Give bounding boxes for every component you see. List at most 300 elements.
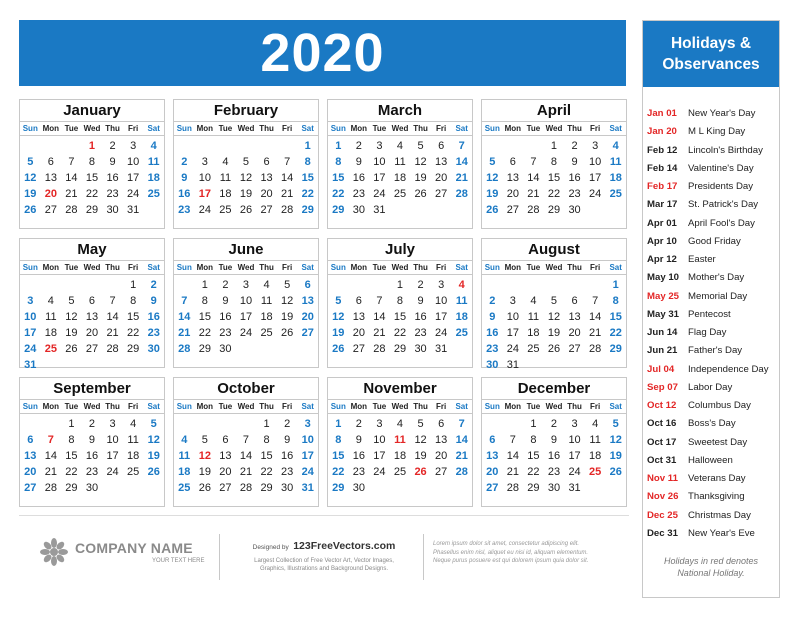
holiday-name: Memorial Day [688,290,748,302]
day-cell: 19 [414,450,427,462]
day-cell: 16 [352,450,365,462]
day-cell: 10 [506,311,519,323]
day-cell: 12 [198,450,211,462]
holiday-name: Pentecost [688,308,731,320]
holiday-name: Presidents Day [688,181,754,192]
weekday-label: Fri [436,402,447,411]
day-cell: 30 [352,482,365,494]
day-cell: 3 [509,295,516,307]
weekday-label: Tue [218,124,233,133]
day-cell: 7 [509,434,516,446]
holiday-name: Columbus Day [688,400,751,411]
holiday-row [643,379,779,397]
day-cell: 29 [332,204,345,216]
weekday-header [482,260,626,275]
weekday-header [174,399,318,414]
holiday-row [643,251,779,269]
holiday-name: Independence Day [688,363,769,375]
weekday-label: Sun [22,124,38,133]
day-cell: 9 [550,434,558,446]
day-grid [20,136,164,218]
holidays-sidebar [642,20,780,598]
day-cell: 13 [24,450,37,462]
holiday-name: Good Friday [688,235,741,247]
day-cell: 17 [589,172,602,184]
day-cell: 15 [198,311,211,323]
month-august [481,238,627,371]
day-cell: 22 [393,327,407,339]
day-cell: 21 [281,188,294,200]
day-cell: 24 [435,327,448,339]
day-cell: 15 [332,450,345,462]
day-cell: 19 [24,188,37,200]
day-cell: 16 [547,450,561,462]
day-cell: 28 [44,482,57,494]
weekday-label: Thu [259,263,274,272]
day-cell: 31 [506,359,519,371]
day-cell: 7 [47,434,54,446]
month-name: December [517,380,591,397]
day-cell: 18 [147,172,160,184]
day-cell: 18 [527,327,540,339]
footer-divider [219,534,220,580]
day-cell: 16 [85,450,99,462]
day-cell: 27 [506,204,519,216]
day-cell: 9 [355,434,362,446]
day-cell: 28 [455,188,468,200]
day-cell: 19 [414,172,427,184]
empty-cell [503,138,524,154]
weekday-label: Wed [391,263,409,272]
holiday-row [643,434,779,452]
day-cell: 30 [414,343,427,355]
day-cell: 21 [455,172,468,184]
day-cell: 5 [417,140,424,152]
day-cell: 23 [178,204,191,216]
empty-cell [277,138,298,154]
day-cell: 12 [65,311,78,323]
day-cell: 20 [506,188,519,200]
day-cell: 1 [396,279,404,291]
day-cell: 8 [88,156,96,168]
day-cell: 26 [609,466,622,478]
day-cell: 3 [376,140,383,152]
day-cell: 26 [281,327,294,339]
day-cell: 10 [198,172,211,184]
holiday-date: Nov 11 [647,473,678,484]
day-cell: 15 [85,172,99,184]
weekday-label: Sun [330,263,346,272]
day-cell: 11 [394,434,406,446]
day-cell: 24 [239,327,253,339]
holiday-name: New Year's Eve [688,527,755,539]
day-cell: 2 [489,295,496,307]
holiday-row [643,525,779,543]
day-cell: 22 [198,327,211,339]
weekday-label: Fri [436,124,447,133]
day-cell: 21 [455,450,468,462]
month-name: June [228,241,264,258]
day-cell: 5 [27,156,34,168]
company-tagline: YOUR TEXT HERE [152,558,205,564]
month-name: April [536,102,572,119]
holiday-note-line2: National Holiday. [677,568,745,578]
weekday-label: Wed [545,124,563,133]
day-cell: 29 [547,204,561,216]
day-cell: 24 [568,466,581,478]
holiday-name: Mother's Day [688,272,745,284]
weekday-label: Wed [391,402,409,411]
day-cell: 10 [589,156,602,168]
empty-cell [20,277,41,293]
day-cell: 20 [435,450,448,462]
day-cell: 10 [24,311,37,323]
holiday-name: Labor Day [688,381,733,393]
months-grid [19,99,629,509]
day-cell: 28 [178,343,191,355]
weekday-label: Thu [105,402,120,411]
designed-by-label: Designed by [252,544,289,551]
day-cell: 24 [506,343,519,355]
weekday-label: Sun [176,263,192,272]
day-cell: 4 [530,295,537,307]
sidebar-title-line1: Holidays & [670,35,752,52]
day-cell: 10 [373,434,386,446]
day-cell: 21 [106,327,119,339]
day-cell: 23 [85,466,99,478]
day-cell: 15 [609,311,622,323]
day-cell: 17 [568,450,581,462]
day-cell: 10 [127,156,140,168]
day-cell: 26 [198,482,211,494]
day-cell: 2 [284,418,291,430]
year-banner [19,20,626,86]
day-cell: 11 [394,156,406,168]
sidebar-header [643,21,779,87]
holiday-row [643,269,779,287]
day-cell: 30 [219,343,232,355]
weekday-header [328,121,472,136]
designer-site-link[interactable]: 123FreeVectors.com [293,540,396,552]
day-cell: 16 [486,327,499,339]
day-cell: 22 [301,188,314,200]
month-name: August [528,241,580,258]
day-cell: 3 [376,418,383,430]
day-cell: 2 [355,418,362,430]
holiday-name: New Year's Day [688,108,756,119]
weekday-label: Tue [526,263,541,272]
day-cell: 21 [506,466,519,478]
day-cell: 3 [109,418,116,430]
day-cell: 26 [414,188,427,200]
day-cell: 29 [260,482,273,494]
day-cell: 27 [486,482,499,494]
holiday-name: April Fool's Day [688,217,755,229]
day-grid [482,414,626,496]
day-cell: 18 [178,466,191,478]
day-cell: 6 [509,156,516,168]
weekday-header [482,399,626,414]
day-cell: 3 [304,418,311,430]
day-cell: 21 [178,327,191,339]
weekday-label: Thu [567,263,582,272]
holiday-date: Apr 10 [647,235,677,247]
day-cell: 9 [150,295,157,307]
weekday-label: Wed [237,263,255,272]
day-cell: 30 [147,343,160,355]
day-cell: 16 [106,172,119,184]
empty-cell [195,138,216,154]
day-cell: 31 [127,204,140,216]
day-cell: 14 [178,311,191,323]
holiday-date: Dec 31 [647,527,678,539]
day-cell: 14 [506,450,519,462]
day-cell: 6 [571,295,578,307]
day-cell: 19 [281,311,294,323]
holiday-row [643,452,779,470]
holiday-row [643,488,779,506]
day-cell: 23 [106,188,119,200]
empty-cell [503,416,524,432]
holiday-name: Veterans Day [688,473,746,484]
day-cell: 30 [352,204,365,216]
day-cell: 12 [547,311,561,323]
sidebar-title-line2: Observances [662,56,760,73]
day-cell: 9 [109,156,116,168]
holiday-date: Jun 21 [647,345,678,357]
day-cell: 15 [260,450,273,462]
day-cell: 27 [260,204,273,216]
lorem-line2: Phasellus enim nisl, aliquet eu nisi id, aliquam elementum. [433,549,589,556]
day-cell: 22 [609,327,622,339]
holiday-row [643,397,779,415]
day-cell: 13 [568,311,581,323]
day-cell: 14 [455,434,468,446]
day-cell: 11 [260,295,273,307]
day-cell: 6 [47,156,54,168]
weekday-label: Sat [147,124,160,133]
day-grid [174,275,318,357]
day-cell: 11 [178,450,191,462]
empty-cell [41,277,62,293]
day-cell: 7 [458,418,465,430]
day-cell: 19 [547,327,561,339]
day-cell: 15 [65,450,78,462]
weekday-label: Mon [196,124,214,133]
day-cell: 13 [219,450,232,462]
day-cell: 20 [352,327,365,339]
holiday-name: Father's Day [688,345,743,357]
day-cell: 14 [65,172,78,184]
day-cell: 9 [417,295,424,307]
day-cell: 1 [263,418,270,430]
day-cell: 29 [301,204,314,216]
weekday-header [174,260,318,275]
day-cell: 5 [284,279,291,291]
day-cell: 15 [301,172,314,184]
day-cell: 3 [130,140,137,152]
day-cell: 1 [201,279,208,291]
day-cell: 29 [609,343,622,355]
day-grid [20,275,164,373]
day-cell: 19 [332,327,345,339]
month-name: March [377,102,423,119]
day-cell: 13 [352,311,365,323]
day-cell: 18 [393,450,407,462]
day-cell: 12 [332,311,345,323]
day-cell: 1 [335,140,342,152]
holiday-row [643,507,779,525]
holiday-name: M L King Day [688,126,746,138]
day-cell: 2 [417,279,424,291]
weekday-label: Wed [391,124,409,133]
month-name: October [217,380,275,397]
weekday-label: Mon [350,263,368,272]
holiday-date: Mar 17 [647,199,678,211]
holiday-date: Oct 31 [647,454,677,466]
weekday-label: Sun [176,402,192,411]
day-cell: 3 [201,156,208,168]
day-cell: 30 [486,359,499,371]
month-may [19,238,165,371]
holiday-date: May 10 [647,272,679,284]
day-cell: 28 [373,343,386,355]
day-cell: 26 [239,204,253,216]
day-cell: 31 [435,343,448,355]
day-cell: 7 [68,156,75,168]
holiday-date: Sep 07 [647,381,678,393]
empty-cell [174,138,195,154]
day-cell: 27 [352,343,365,355]
day-cell: 29 [527,482,540,494]
weekday-header [20,399,164,414]
day-cell: 14 [373,311,386,323]
company-logo-icon [39,537,69,567]
company-name: COMPANY NAME [75,540,193,556]
weekday-label: Tue [372,124,387,133]
day-cell: 17 [127,172,140,184]
day-cell: 7 [181,295,188,307]
day-cell: 7 [458,140,465,152]
day-cell: 10 [373,156,386,168]
day-cell: 23 [486,343,499,355]
day-cell: 20 [301,311,314,323]
weekday-label: Sun [330,402,346,411]
day-cell: 5 [150,418,157,430]
day-cell: 7 [109,295,116,307]
day-cell: 22 [332,466,345,478]
lorem-line1: Lorem ipsum dolor sit amet, consectetur adipiscing elit. [433,541,580,547]
day-cell: 17 [506,327,519,339]
day-cell: 8 [130,295,137,307]
empty-cell [523,138,544,154]
day-cell: 6 [27,434,34,446]
weekday-label: Wed [83,124,101,133]
day-cell: 14 [455,156,468,168]
holiday-date: Oct 16 [647,418,677,430]
day-cell: 25 [393,188,407,200]
day-cell: 22 [332,188,345,200]
day-cell: 12 [281,295,294,307]
empty-cell [585,277,606,293]
weekday-label: Mon [42,124,60,133]
day-cell: 21 [65,188,78,200]
day-cell: 8 [201,295,208,307]
day-cell: 20 [44,188,57,200]
weekday-label: Thu [567,124,582,133]
day-cell: 28 [65,204,78,216]
empty-cell [215,138,236,154]
day-cell: 27 [301,327,314,339]
day-cell: 6 [438,418,445,430]
weekday-header [482,121,626,136]
empty-cell [482,138,503,154]
day-cell: 13 [44,172,57,184]
month-january [19,99,165,229]
day-cell: 26 [486,204,499,216]
holiday-row [643,142,779,160]
holiday-name: Lincoln's Birthday [688,144,763,156]
weekday-label: Fri [128,263,139,272]
weekday-label: Sun [484,402,500,411]
weekday-label: Tue [218,263,233,272]
day-cell: 26 [24,204,37,216]
weekday-label: Mon [504,402,522,411]
day-cell: 17 [239,311,253,323]
day-cell: 2 [222,279,229,291]
day-cell: 8 [263,434,270,446]
weekday-label: Sun [330,124,346,133]
day-cell: 13 [506,172,519,184]
weekday-header [20,121,164,136]
day-cell: 21 [589,327,602,339]
day-cell: 22 [85,188,99,200]
day-cell: 20 [435,172,448,184]
day-cell: 20 [486,466,499,478]
day-cell: 29 [198,343,211,355]
day-cell: 27 [219,482,232,494]
day-cell: 24 [106,466,119,478]
holiday-date: Feb 14 [647,162,678,174]
holiday-row [643,361,779,379]
day-cell: 19 [609,450,622,462]
day-cell: 13 [435,156,448,168]
day-cell: 1 [130,279,137,291]
day-cell: 7 [284,156,291,168]
day-cell: 30 [85,482,99,494]
weekday-label: Tue [64,124,79,133]
day-grid [482,136,626,218]
empty-cell [369,277,390,293]
day-cell: 20 [24,466,37,478]
day-cell: 26 [547,343,561,355]
holiday-date: Oct 12 [647,400,677,411]
day-cell: 26 [147,466,160,478]
day-cell: 19 [239,188,253,200]
empty-cell [503,277,524,293]
day-cell: 9 [284,434,291,446]
day-cell: 4 [263,279,270,291]
day-cell: 8 [550,156,558,168]
day-cell: 14 [106,311,119,323]
day-cell: 17 [301,450,314,462]
day-cell: 30 [568,204,581,216]
day-cell: 9 [181,172,188,184]
month-july [327,238,473,368]
day-cell: 13 [486,450,499,462]
day-cell: 18 [260,311,273,323]
day-cell: 10 [435,295,448,307]
